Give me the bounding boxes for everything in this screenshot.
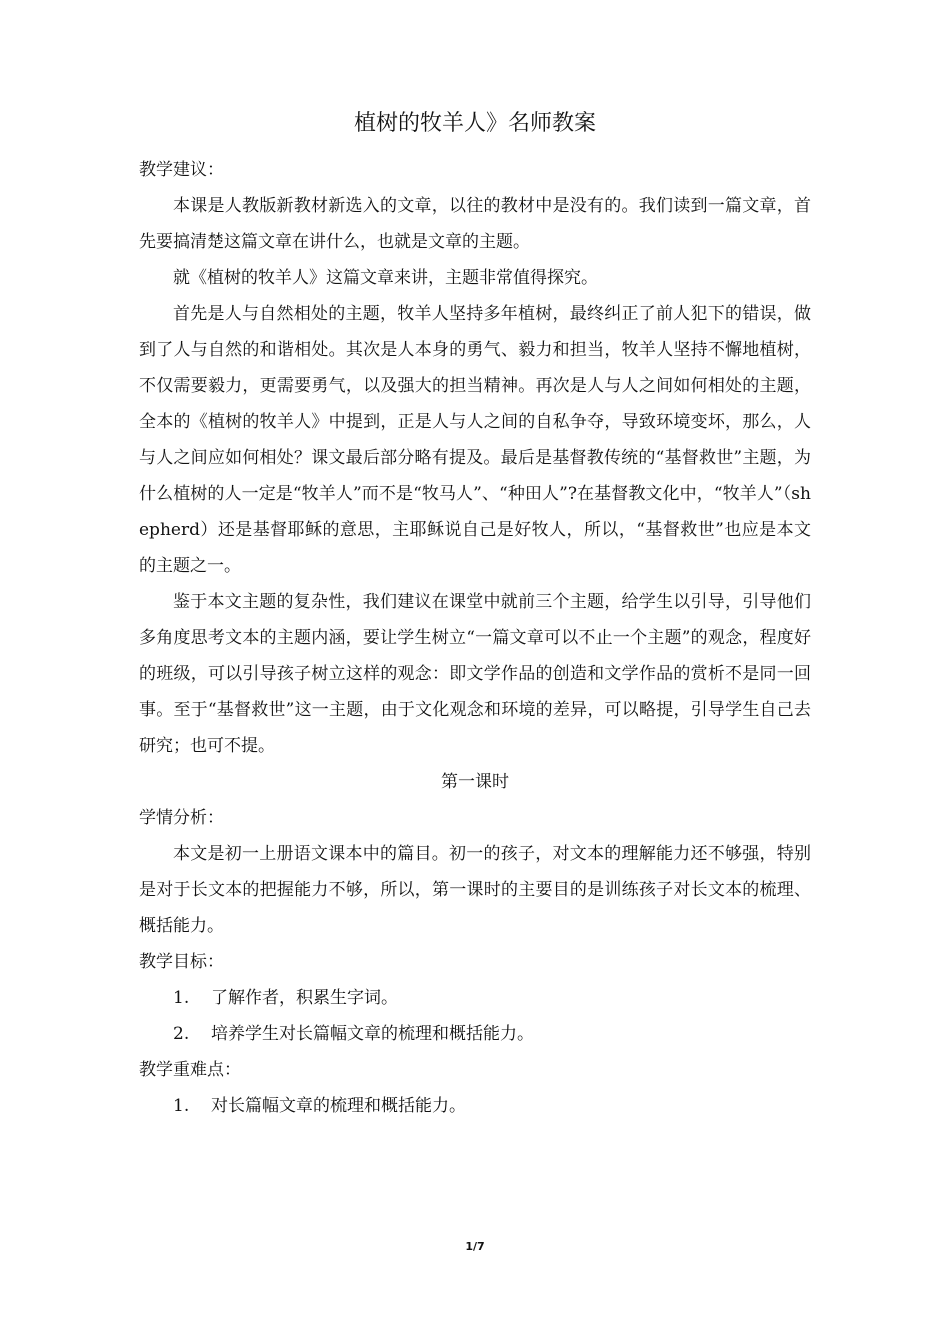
list-item bbox=[139, 1016, 811, 1052]
list-item bbox=[139, 1088, 811, 1124]
document-content bbox=[139, 104, 811, 1124]
lesson-title: 第一课时 bbox=[441, 772, 509, 792]
list-text: 培养学生对长篇幅文章的梳理和概括能力。 bbox=[211, 1024, 534, 1044]
page-number: 1/7 bbox=[465, 1240, 485, 1253]
list-text: 了解作者，积累生字词。 bbox=[211, 988, 398, 1008]
paragraph: 鉴于本文主题的复杂性，我们建议在课堂中就前三个主题，给学生以引导，引导他们多角度思考文本的主题内涵，要让学生树立“一篇文章可以不止一个主题”的观念，程度好的班级，可以引导孩子树立这样的观念：即文学作品的创造和文学作品的赏析不是同一回事。至于“基督救世”这一主题，由于文化观念和环境的差异，可以略提，引导学生自己去研究；也可不提。 bbox=[139, 592, 811, 756]
list-item bbox=[139, 980, 811, 1016]
document-title: 植树的牧羊人》名师教案 bbox=[353, 111, 596, 136]
list-number: 2. bbox=[173, 1024, 190, 1044]
list-number: 1. bbox=[173, 988, 190, 1008]
section-label-teaching-objectives: 教学目标： bbox=[139, 952, 224, 972]
list-number: 1. bbox=[173, 1096, 190, 1116]
list-text: 对长篇幅文章的梳理和概括能力。 bbox=[211, 1096, 466, 1116]
paragraph: 首先是人与自然相处的主题，牧羊人坚持多年植树，最终纠正了前人犯下的错误，做到了人与自然的和谐相处。其次是人本身的勇气、毅力和担当，牧羊人坚持不懈地植树，不仅需要毅力，更需要勇气，以及强大的担当精神。再次是人与人之间如何相处的主题，全本的《植树的牧羊人》中提到，正是人与人之间的自私争夺，导致环境变坏，那么，人与人之间应如何相处？课文最后部分略有提及。最后是基督教传统的“基督救世”主题，为什么植树的人一定是“牧羊人”而不是“牧马人”、“种田人”?在基督教文化中，“牧羊人”（shepherd）还是基督耶稣的意思，主耶稣说自己是好牧人，所以，“基督救世”也应是本文的主题之一。 bbox=[139, 304, 811, 576]
paragraph: 本文是初一上册语文课本中的篇目。初一的孩子，对文本的理解能力还不够强，特别是对于长文本的把握能力不够，所以，第一课时的主要目的是训练孩子对长文本的梳理、概括能力。 bbox=[139, 844, 811, 936]
paragraph: 就《植树的牧羊人》这篇文章来讲，主题非常值得探究。 bbox=[173, 268, 598, 288]
section-label-teaching-suggestions: 教学建议： bbox=[139, 160, 224, 180]
section-label-key-difficulties: 教学重难点： bbox=[139, 1060, 241, 1080]
section-label-learning-analysis: 学情分析： bbox=[139, 808, 224, 828]
paragraph: 本课是人教版新教材新选入的文章，以往的教材中是没有的。我们读到一篇文章，首先要搞清楚这篇文章在讲什么，也就是文章的主题。 bbox=[139, 196, 811, 252]
